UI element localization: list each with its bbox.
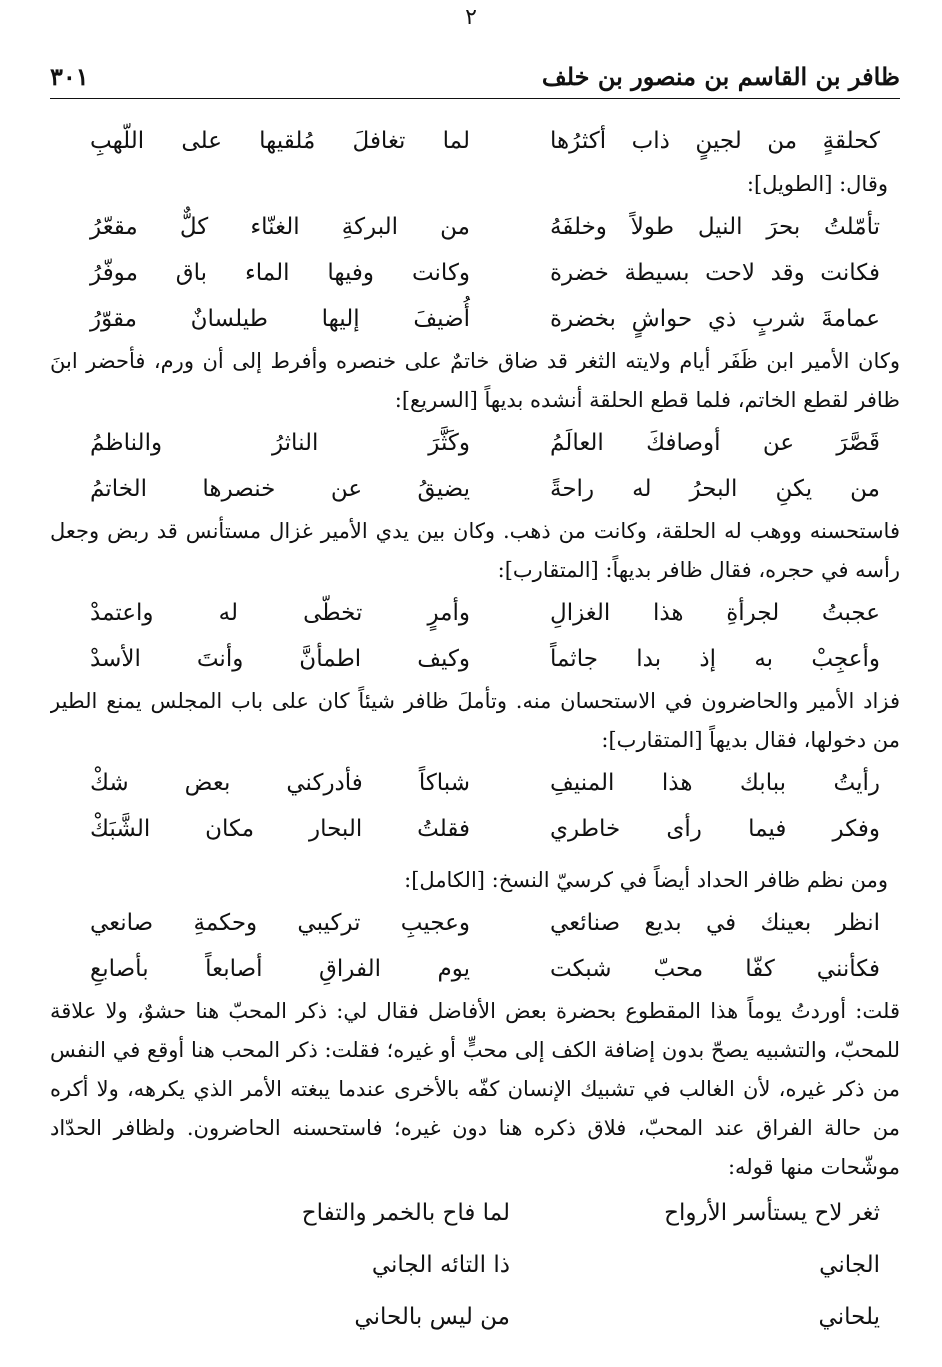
verse-second-hemistich: يوم الفراقِ أصابعاً بأصابعِ xyxy=(90,956,470,982)
verse-second-hemistich: وعجيبِ تركيبي وحكمةِ صانعي xyxy=(90,910,470,936)
verse-second-hemistich: وكيف اطمأنَّ وأنتَ الأسدْ xyxy=(90,646,470,672)
meter-intro-line: ومن نظم ظافر الحداد أيضاً في كرسيّ النسخ: [الكامل]: xyxy=(404,868,888,892)
verse-second-hemistich: من البركةِ الغنّاء كلٌّ مقعّرُ xyxy=(90,214,470,240)
page-number: ٣٠١ xyxy=(50,62,89,91)
prose-paragraph: وكان الأمير ابن ظَفَر أيام ولايته الثغر قد ضاق خاتمٌ على خنصره وأفرط إلى أن ورم، فأحضر ابنَ ظافر لقطع الخاتم، فلما قطع الحلقة أنشده بديهاً [السريع]: xyxy=(50,349,900,412)
prose-paragraph: فاستحسنه ووهب له الحلقة، وكانت من ذهب. وكان بين يدي الأمير غزال مستأنس قد ربض وجعل رأسه في حجره، فقال ظافر بديهاً: [المتقارب]: xyxy=(50,519,900,582)
verse-second-hemistich: وأمرٍ تخطّى له واعتمدْ xyxy=(90,600,470,626)
verse-first-hemistich: وأعجِبْ به إذ بدا جاثماً xyxy=(550,646,880,672)
verse-line xyxy=(50,590,900,636)
verse-second-hemistich: أُضيفَ إليها طيلسانٌ مقوّرُ xyxy=(90,306,470,332)
meter-intro-line: وقال: [الطويل]: xyxy=(746,172,888,196)
muwashshah-second-part: ذا التائه الجاني xyxy=(371,1252,510,1278)
muwashshah-first-part: يلحاني xyxy=(818,1304,880,1330)
verse-first-hemistich: عمامةَ شربٍ ذي حواشٍ بخضرة xyxy=(550,306,880,332)
muwashshah-second-part: لما فاح بالخمر والتفاح xyxy=(301,1200,510,1226)
verse-second-hemistich: فقلتُ البحار مكان الشَّبَكْ xyxy=(90,816,470,842)
verse-first-hemistich: كحلقةٍ من لجينٍ ذاب أكثرُها xyxy=(550,128,880,154)
running-header xyxy=(50,58,900,99)
verse-first-hemistich: وفكر فيما رأى خاطري xyxy=(550,816,880,842)
spacer xyxy=(50,852,900,860)
verse-line xyxy=(50,296,900,342)
verse-line xyxy=(50,250,900,296)
prose-paragraph: قلت: أوردتُ يوماً هذا المقطوع بحضرة بعض الأفاضل فقال لي: ذكر المحبّ هنا حشوٌ، ولا علاقة للمحبّ، والتشبيه يصحّ بدون إضافة الكف إلى محبٍّ أو غيره؛ فقلت: ذكر المحب هنا أوقع في النفس من ذكر غيره، لأن الغالب في تشبيك الإنسان كفّه بالأخرى عندما يبغته الأمر الذي يكرهه، ولا أكره من حالة الفراق عند المحبّ، فلاق ذكره هنا دون غيره؛ فاستحسنه الحاضرون. ولظافر الحدّاد موشّحات منها قوله: xyxy=(50,999,900,1179)
verse-first-hemistich: تأمّلتُ بحرَ النيل طولاً وخلفَهُ xyxy=(550,214,880,240)
muwashshah-line xyxy=(50,1239,900,1291)
verse-first-hemistich: عجبتُ لجرأةِ هذا الغزالِ xyxy=(550,600,880,626)
verse-second-hemistich: لما تغافلَ مُلقيها على اللّهبِ xyxy=(90,128,470,154)
verse-line xyxy=(50,466,900,512)
verse-line xyxy=(50,946,900,992)
verse-line xyxy=(50,636,900,682)
verse-line xyxy=(50,900,900,946)
muwashshah-line xyxy=(50,1291,900,1343)
top-margin-mark: ٢ xyxy=(465,5,477,30)
verse-line xyxy=(50,806,900,852)
muwashshah-second-part: من ليس بالحاني xyxy=(354,1304,510,1330)
verse-second-hemistich: وكانت وفيها الماء باق موفّرُ xyxy=(90,260,470,286)
verse-line xyxy=(50,204,900,250)
muwashshah-line xyxy=(50,1187,900,1239)
verse-first-hemistich: فكأنني كفّا محبّ شبكت xyxy=(550,956,880,982)
muwashshah-first-part: الجاني xyxy=(819,1252,880,1278)
page-body xyxy=(50,118,900,1358)
verse-first-hemistich: فكانت وقد لاحت بسيطة خضرة xyxy=(550,260,880,286)
verse-line xyxy=(50,760,900,806)
running-title: ظافر بن القاسم بن منصور بن خلف xyxy=(541,62,900,91)
verse-second-hemistich: وكَثَّرَ الناثرُ والناظمُ xyxy=(90,430,470,456)
verse-first-hemistich: رأيتُ ببابك هذا المنيفِ xyxy=(550,770,880,796)
prose-paragraph: فزاد الأمير والحاضرون في الاستحسان منه. وتأملَ ظافر شيئاً كان على باب المجلس يمنع الطير من دخولها، فقال بديهاً [المتقارب]: xyxy=(50,689,900,752)
verse-first-hemistich: من يكنِ البحرُ له راحةً xyxy=(550,476,880,502)
verse-line xyxy=(50,118,900,164)
verse-first-hemistich: قَصَّرَ عن أوصافكَ العالَمُ xyxy=(550,430,880,456)
verse-first-hemistich: انظر بعينك في بديع صنائعي xyxy=(550,910,880,936)
verse-second-hemistich: يضيقُ عن خنصرها الخاتمُ xyxy=(90,476,470,502)
muwashshah-first-part: ثغر لاح يستأسر الأرواح xyxy=(664,1200,880,1226)
verse-second-hemistich: شباكاً فأدركني بعض شكْ xyxy=(90,770,470,796)
verse-line xyxy=(50,420,900,466)
